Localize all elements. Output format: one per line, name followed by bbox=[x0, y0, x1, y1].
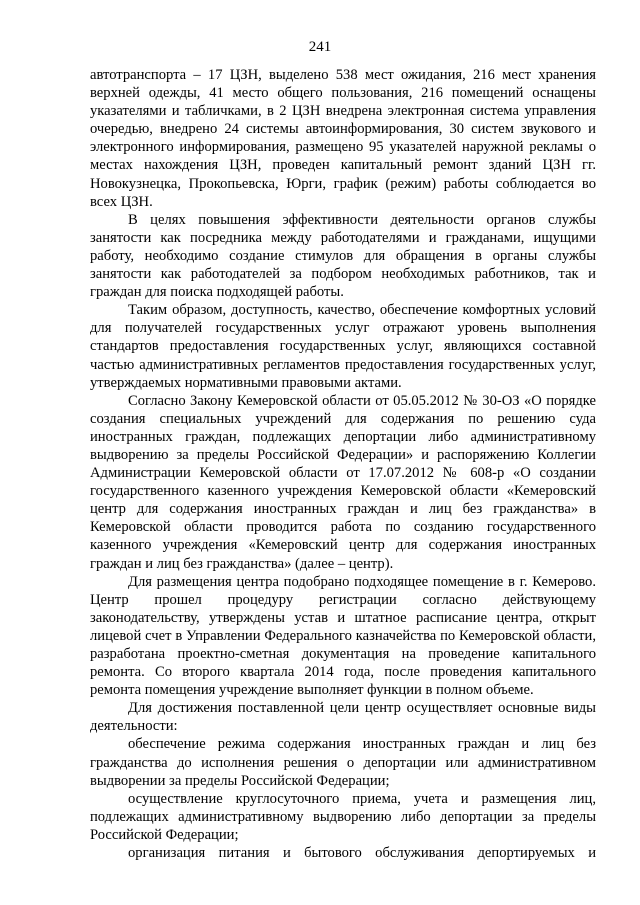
paragraph: Согласно Закону Кемеровской области от 05.05.2012 № 30-ОЗ «О порядке создания специальных учреждений для содержания по решению суда иностранных граждан, подлежащих депортации либо административному выдворению за пределы Российской Федерации» и распоряжению Коллегии Администрации Кемеровской области от 17.07.2012 № 608-р «О создании государственного казенного учреждения Кемеровской области «Кемеровский центр для содержания иностранных граждан и лиц без гражданства» в Кемеровской области проводится работа по созданию государственного казенного учреждения «Кемеровский центр для содержания иностранных граждан и лиц без гражданства» (далее – центр). bbox=[90, 392, 596, 572]
page-number: 241 bbox=[308, 39, 332, 55]
document-body bbox=[90, 66, 596, 862]
list-item: осуществление круглосуточного приема, учета и размещения лиц, подлежащих административному выдворению либо депортации за пределы Российской Федерации; bbox=[90, 790, 596, 843]
paragraph: Для достижения поставленной цели центр осуществляет основные виды деятельности: bbox=[90, 700, 596, 735]
list-item: обеспечение режима содержания иностранных граждан и лиц без гражданства до исполнения решения о депортации или административном выдворении за пределы Российской Федерации; bbox=[90, 736, 596, 789]
paragraph: Таким образом, доступность, качество, обеспечение комфортных условий для получателей государственных услуг отражают уровень выполнения стандартов предоставления государственных услуг, являющихся составной частью административных регламентов предоставления государственных услуг, утверждаемых нормативными правовыми актами. bbox=[90, 302, 596, 391]
paragraph: автотранспорта – 17 ЦЗН, выделено 538 мест ожидания, 216 мест хранения верхней одежды, 41 место общего пользования, 216 помещений оснащены указателями и табличками, в 2 ЦЗН внедрена электронная система управления очередью, внедрено 24 системы автоинформирования, 30 систем звукового и электронного информирования, размещено 95 указателей наружной рекламы о местах нахождения ЦЗН, проведен капитальный ремонт зданий ЦЗН гг. Новокузнецка, Прокопьевска, Юрги, график (режим) работы соблюдается во всех ЦЗН. bbox=[90, 67, 596, 210]
paragraph: В целях повышения эффективности деятельности органов службы занятости как посредника между работодателями и гражданами, ищущими работу, необходимо создание стимулов для обращения в органы службы занятости как работодателей за подбором необходимых работников, так и граждан для поиска подходящей работы. bbox=[90, 211, 596, 301]
list-item: организация питания и бытового обслуживания депортируемых и bbox=[128, 845, 596, 862]
paragraph: Для размещения центра подобрано подходящее помещение в г. Кемерово. Центр прошел процедуру регистрации согласно действующему законодательству, утверждены устав и штатное расписание центра, открыт лицевой счет в Управлении Федерального казначейства по Кемеровской области, разработана проектно-сметная документация на проведение капитального ремонта. Со второго квартала 2014 года, после проведения капитального ремонта помещения учреждение выполняет функции в полном объеме. bbox=[90, 573, 596, 699]
